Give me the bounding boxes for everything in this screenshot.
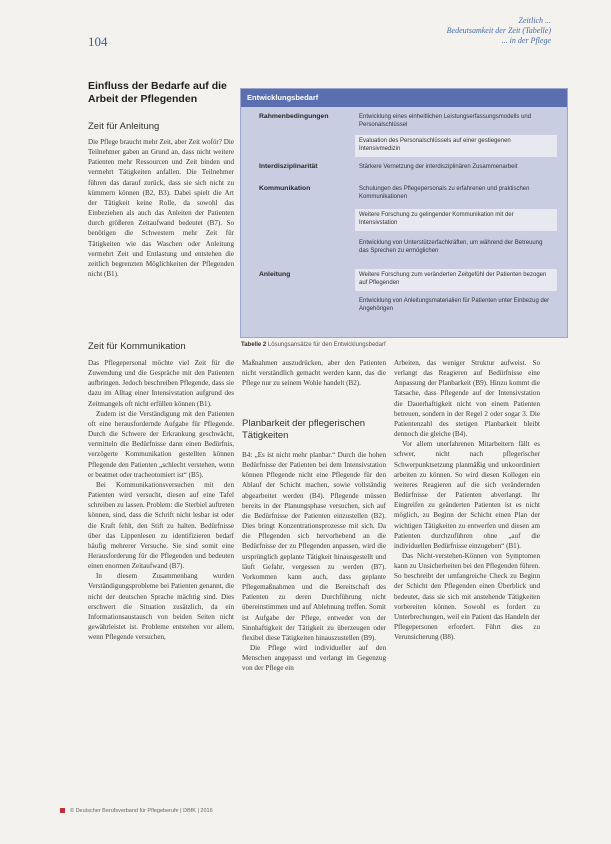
column-1 bbox=[88, 358, 234, 642]
running-head-line: ... in der Pflege bbox=[501, 36, 551, 45]
paragraph: Maßnahmen auszudrücken, aber den Patienten nicht verständlich gemacht werden kann, das die Pflege nur zu seinem Wohle handelt (B2). bbox=[242, 359, 386, 388]
page-number: 104 bbox=[88, 34, 108, 49]
table-caption bbox=[241, 342, 567, 348]
section-title: Einfluss der Bedarfe auf die Arbeit der Pflegenden bbox=[88, 80, 227, 105]
footer-text: © Deutscher Berufsverband für Pflegeberufe | DBfK | 2016 bbox=[70, 808, 213, 814]
paragraph: Die Pflege braucht mehr Zeit, aber Zeit woför? Die Teilnehmer gaben an Grund an, dass nicht weitere Patienten mehr Ressourcen und Zeit binden und vermehrt Tätigkeiten anfallen. Die Teilnehmer führen das darauf zurück, dass sie sich nicht zu kümmern können (B2, B3). Dabei spielt die Art der Tätigkeit keine Rolle, da sowohl das Einbeziehen als auch das Anleiten der Patienten durch größeren Zeitaufwand bedeutet (B7). So benötigen die Schwestern mehr Zeit für Tätigkeiten wie das Waschen oder Anleitung vermehrt Zeit und Entlastung und entstehen die zeitlich begrenzten Möglichkeiten der Pflegenden nicht (B1). bbox=[88, 138, 234, 279]
paragraph: Vor allem unerfahrenen Mitarbeitern fällt es schwer, nicht nach pflegerischer Schwerpunktsetzung planmäßig und unkoordiniert arbeiten zu können. So wird diesen Kollegen ein weiteres Reagieren auf die sich verändernden Bedürfnisse der Patienten abverlangt. Ihr Eingreifen zu geänderten Patienten ist es nicht möglich, zu Beginn der Schicht einen Plan der wichtigen Tätigkeiten zu entwerfen und diesen am Patienten durchzuführen ohne „auf die individuellen Bedürfnisse einzugehen“ (B1). bbox=[394, 440, 540, 550]
paragraph: In diesem Zusammenhang wurden Verständigungsprobleme bei Patienten genannt, die nicht der deutschen Sprache mächtig sind. Dies erschwert die Situation zusätzlich, da ein Informationsaustausch von beiden Seiten nicht gewährleistet ist. Probleme entstehen vor allem, wenn Pflegende versuchen, bbox=[88, 572, 234, 642]
caption-label: Tabelle 2 bbox=[241, 342, 267, 348]
table-cell: Entwicklung eines einheitlichen Leistungserfassungsmodells und Personalschlüssel bbox=[359, 114, 532, 128]
running-head-line: Bedeutsamkeit der Zeit (Tabelle) bbox=[446, 26, 551, 35]
row-label: Interdisziplinarität bbox=[259, 163, 318, 170]
running-head-line: Zeitlich ... bbox=[518, 16, 551, 25]
column-2 bbox=[242, 450, 386, 673]
running-head bbox=[411, 16, 551, 46]
table-cell: Entwicklung von Unterstützerfachkräften, um während der Betreuung das Sprechen zu ermöglichen bbox=[359, 240, 543, 254]
subheading-anleitung: Zeit für Anleitung bbox=[88, 121, 160, 132]
caption-text: Lösungsansätze für den Entwicklungsbedarf bbox=[267, 342, 386, 348]
table-cell: Weitere Forschung zu gelingender Kommunikation mit der Intensivstation bbox=[355, 209, 557, 231]
table-cell: Schulungen des Pflegepersonals zu erfahrenen und praktischen Kommunikationen bbox=[359, 186, 530, 200]
footer-marker bbox=[60, 808, 65, 813]
column-2-top bbox=[242, 358, 386, 388]
heading-planbarkeit: Planbarkeit der pflegerischen Tätigkeiten bbox=[242, 418, 366, 441]
paragraph: Zudem ist die Verständigung mit den Patienten oft eine herausfordernde Aufgabe für Pflegende. Durch die Schwere der Erkrankung geschwächt, vermitteln die Bedürfnisse dann einen Bedürfnis, verzögerte Kommunikation gestellten können Pflegende den Patienten „schlecht verstehen, wenn er beatmet oder tracheotomiert ist“ (B5). bbox=[88, 409, 234, 479]
paragraph: Die Pflege wird individueller auf den Menschen angepasst und verlangt im Gegenzug von der Pflege ein bbox=[242, 643, 386, 673]
row-label: Kommunikation bbox=[259, 185, 311, 192]
table-cell: Entwicklung von Anleitungsmaterialien für Patienten unter Einbezug der Angehörigen bbox=[359, 298, 550, 312]
left-intro-column bbox=[88, 137, 234, 279]
table-heading: Entwicklungsbedarf bbox=[241, 89, 567, 107]
paragraph: Das Pflegepersonal möchte viel Zeit für die Zuwendung und die Gespräche mit den Patienten aufbringen. Jedoch beschreiben Pflegende, dass sie dazu im Alltag einer Intensivstation aufgrund des Zeitmangels oft nicht erfüllen können (B1). bbox=[88, 359, 234, 408]
column-3 bbox=[394, 358, 540, 642]
paragraph: Bei Kommunikationsversuchen mit den Patienten wird versucht, diesen auf eine Tafel schreiben zu lassen. Problem: die Sterbiel auftreten können, sind, dass die Schrift nicht lesbar ist oder die Kraft fehlt, den Stift zu halten. Bedürfnisse über das Lippenlesen zu identifizieren bedarf häufig mehrerer Versuche. Sie sind somit eine Herausforderung für die Pflegenden und bedeuten einen enormen Zeitaufwand (B7). bbox=[88, 480, 234, 571]
paragraph: B4: „Es ist nicht mehr planbar.“ Durch die hohen Bedürfnisse der Patienten bei dem Intensivstation können Pflegende nicht eine Pflegende für den Ablauf der Schicht machen, sowie vollständig abgearbeitet werden (B4). Pflegende müssen bereits in der Planungsphase versuchen, sich auf die Bedürfnisse der Patienten einzustellen (B2). Dies bringt Konzentrationsprozesse mit sich. Da die Pflegenden sich hervorhebend an die Bedürfnisse der zu Pflegenden anpassen, wird die ursprünglich geplante Tätigkeit hinausgestellt und läuft Gefahr, vergessen zu werden (B7). Vorkommen kann auch, dass geplante Pflegemaßnahmen und die Bereitschaft des Patienten zu deren Durchführung nicht übereinstimmen und auf Ablehnung treffen. Somit ist Aufgabe der Pflege, entweder von der Sinnhaftigkeit der Tätigkeit zu überzeugen oder flexibel diese Tätigkeiten hinauszustellen (B9). bbox=[242, 451, 386, 642]
heading-kommunikation: Zeit für Kommunikation bbox=[88, 341, 186, 352]
row-label: Anleitung bbox=[259, 271, 291, 278]
table-cell: Stärkere Vernetzung der interdisziplinären Zusammenarbeit bbox=[359, 164, 518, 170]
row-label: Rahmenbedingungen bbox=[259, 113, 329, 120]
table-cell: Weitere Forschung zum veränderten Zeitgefühl der Patienten bezogen auf Pflegenden bbox=[355, 269, 557, 291]
table-cell: Evaluation des Personalschlüssels auf einer gestiegenen Intensivmedizin bbox=[355, 135, 557, 157]
development-table bbox=[240, 88, 568, 338]
paragraph: Das Nicht-verstehen-Können von Symptomen kann zu Unsicherheiten bei den Pflegenden führen. So beschreibt der umfangreiche Check zu Beginn der Schicht den Pflegenden einen Überblick und bedeutet, dass sie sich mit anstehende Tätigkeiten vorbereiten können. Sowohl es fordert zu Unterbrechungen, weil ein Patient das Handeln der Pflegepersonen erfordert. Führt dies zu Verunsicherung (B8). bbox=[394, 551, 540, 642]
paragraph: Arbeiten, das weniger Struktur aufweist. So verlangt das Reagieren auf Bedürfnisse eine Anpassung der Planbarkeit (B9). Hinzu kommt die Tatsache, dass Pflegende auf der Intensivstation die Dauerhaftigkeit nicht von einem Patienten betreuen, sondern in der Regel 2 oder sogar 3. Die Patientenzahl des stetigen Planbarkeit bleibt dennoch die gleiche (B4). bbox=[394, 359, 540, 439]
